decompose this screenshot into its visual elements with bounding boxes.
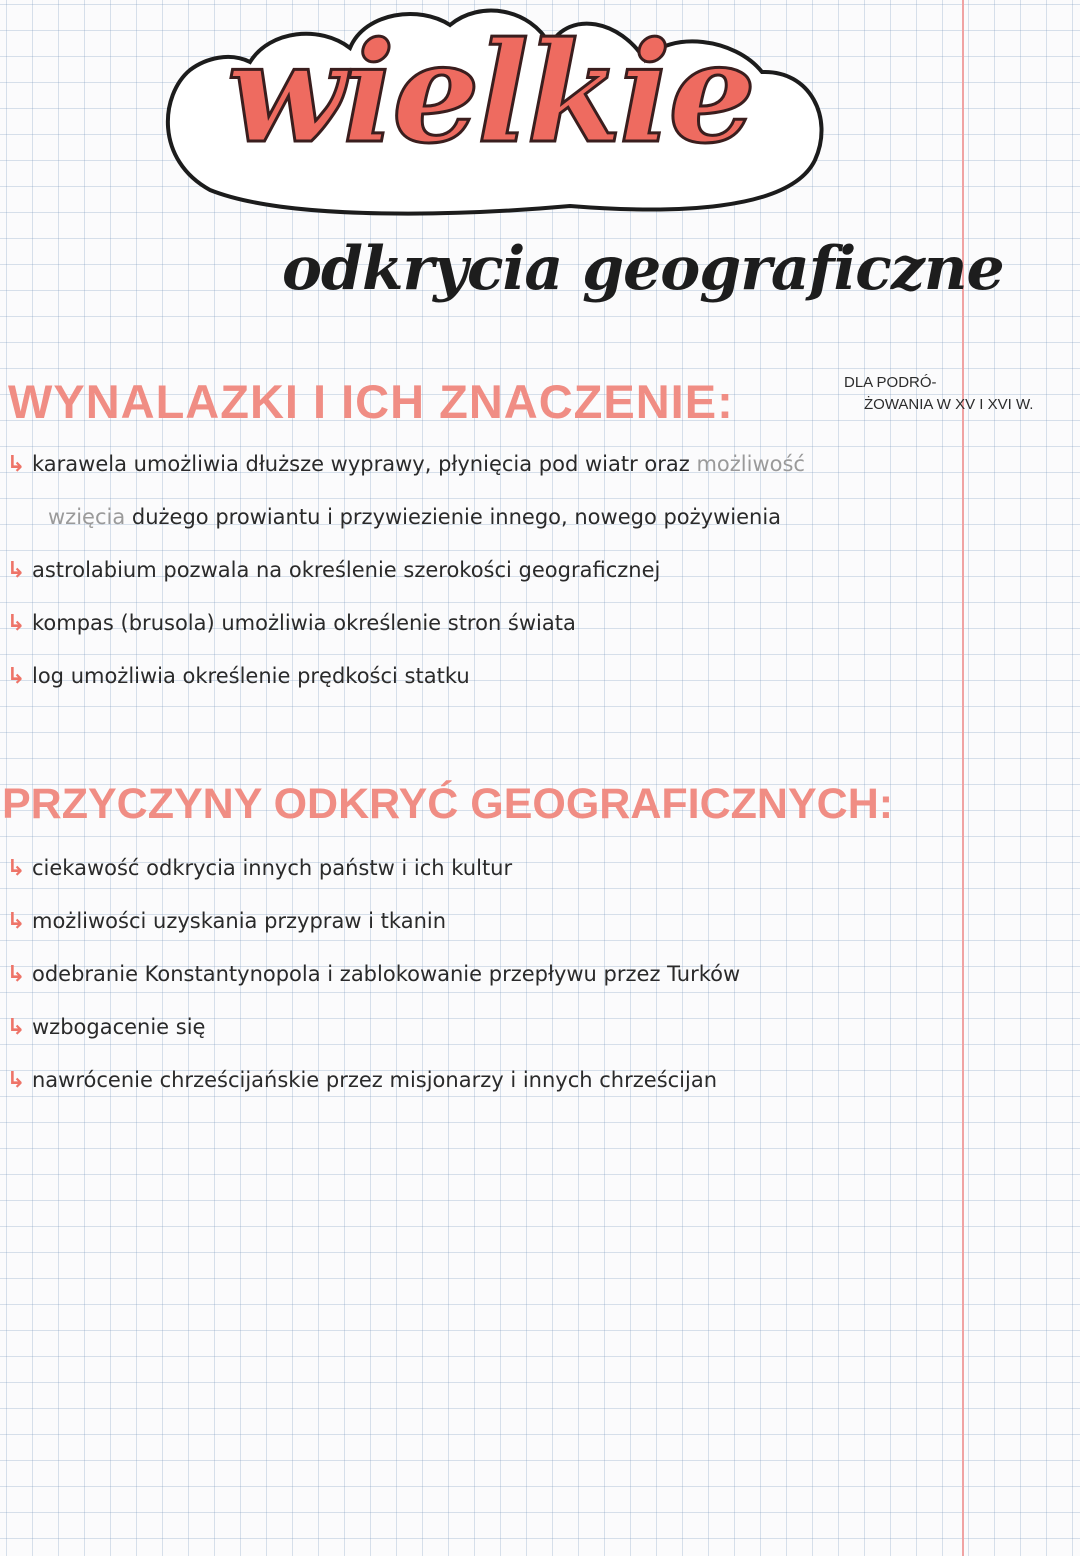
list-item-faded-text: wzięcia [48,505,126,529]
list-item [0,1058,990,1111]
list-item-text: odebranie Konstantynopola i zablokowanie przepływu przez Turków [32,962,741,986]
list-item [0,548,990,601]
page-subtitle: odkrycia geograficzne [282,234,1004,304]
list-item-continuation [0,495,990,548]
arrow-bullet-icon: ↳ [6,1015,26,1040]
list-item-text: log umożliwia określenie prędkości statku [32,664,470,688]
list-item-text: ciekawość odkrycia innych państw i ich kultur [32,856,513,880]
section-heading-inventions: WYNALAZKI I ICH ZNACZENIE: [8,375,734,428]
list-item [0,654,990,707]
list-item [0,601,990,654]
list-item-text: karawela umożliwia dłuższe wyprawy, płynięcia pod wiatr oraz [32,452,690,476]
inventions-list [0,442,990,707]
heading-side-note [844,372,1033,416]
arrow-bullet-icon: ↳ [6,909,26,934]
arrow-bullet-icon: ↳ [6,611,26,636]
title-sticker [150,0,830,225]
section-heading-causes: PRZYCZYNY ODKRYĆ GEOGRAFICZNYCH: [2,780,894,828]
page-title: wielkie [226,11,754,174]
arrow-bullet-icon: ↳ [6,664,26,689]
arrow-bullet-icon: ↳ [6,558,26,583]
arrow-bullet-icon: ↳ [6,1068,26,1093]
list-item [0,899,990,952]
list-item-text: dużego prowiantu i przywiezienie innego, nowego pożywienia [131,505,782,529]
list-item-faded-text: możliwość [696,452,805,476]
list-item [0,952,990,1005]
list-item-text: astrolabium pozwala na określenie szerokości geograficznej [32,558,661,582]
list-item-text: możliwości uzyskania przypraw i tkanin [32,909,447,933]
arrow-bullet-icon: ↳ [6,856,26,881]
side-note-line-1: DLA PODRÓ- [844,374,937,391]
list-item-text: kompas (brusola) umożliwia określenie stron świata [32,611,576,635]
list-item-text: nawrócenie chrześcijańskie przez misjonarzy i innych chrześcijan [32,1068,718,1092]
arrow-bullet-icon: ↳ [6,452,26,477]
causes-list [0,846,990,1111]
side-note-line-2: ŻOWANIA W XV I XVI W. [864,396,1034,413]
arrow-bullet-icon: ↳ [6,962,26,987]
list-item [0,442,990,495]
list-item [0,1005,990,1058]
list-item [0,846,990,899]
list-item-text: wzbogacenie się [32,1015,206,1039]
